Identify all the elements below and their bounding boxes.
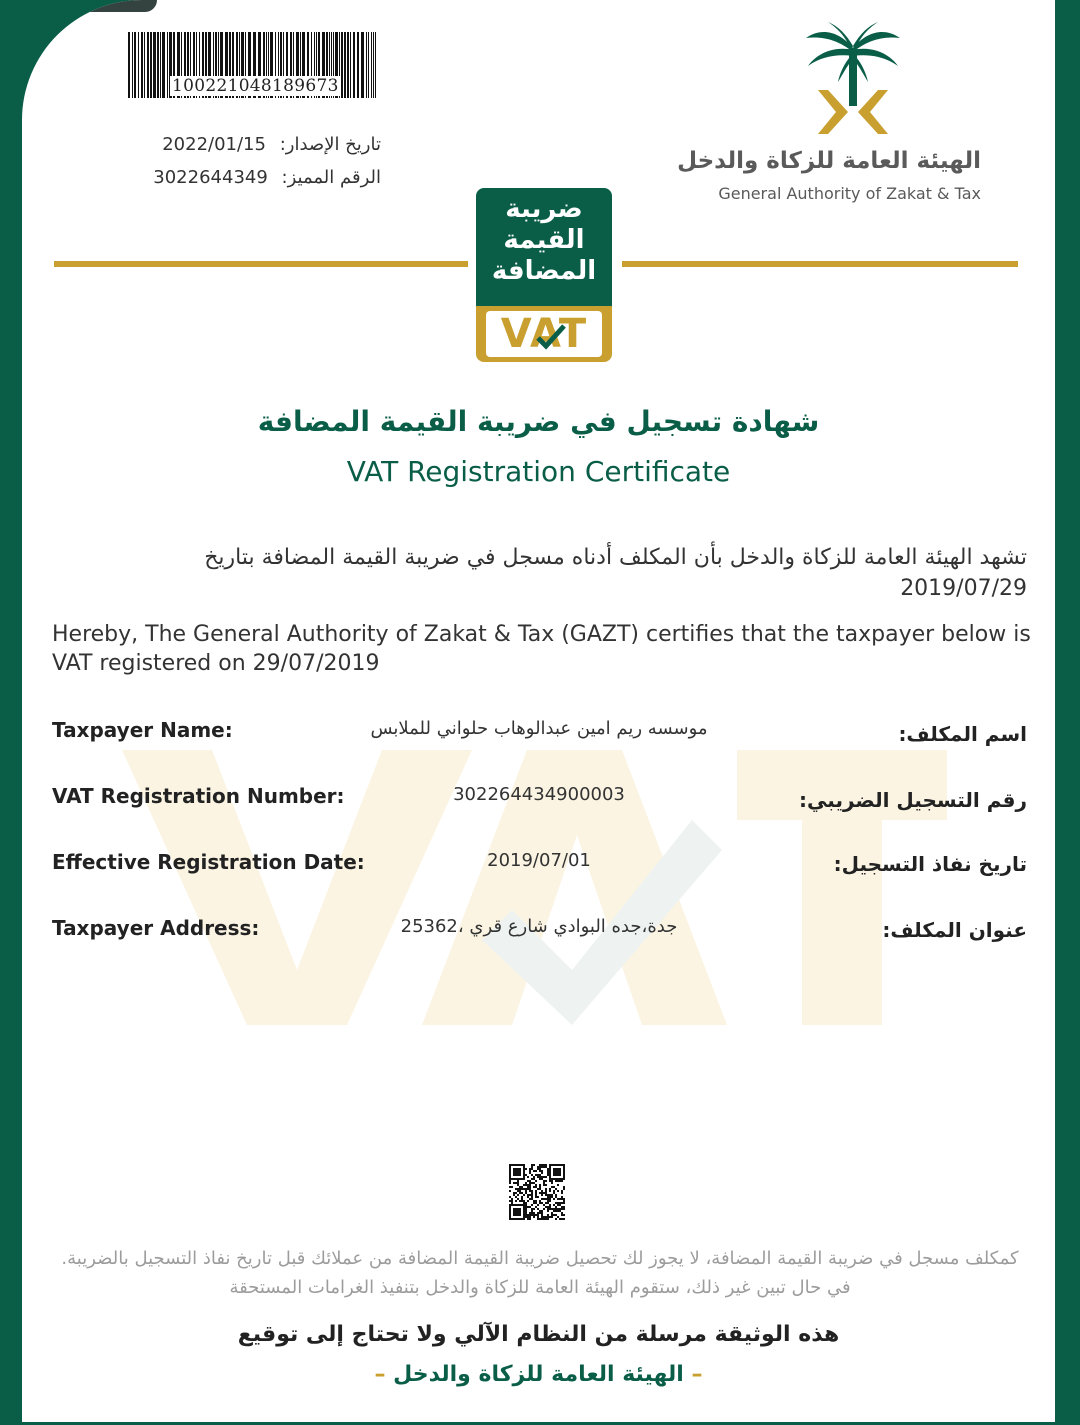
certificate-title-ar: شهادة تسجيل في ضريبة القيمة المضافة (257, 405, 820, 438)
vat-logo-badge (476, 188, 612, 362)
qr-code-icon (509, 1164, 565, 1220)
taxpayer-name-value: موسسه ريم امين عبدالوهاب حلواني للملابس (370, 718, 708, 739)
unique-number (153, 167, 381, 188)
auto-generated-notice: هذه الوثيقة مرسلة من النظام الآلي ولا تحتاج إلى توقيع (237, 1322, 840, 1347)
authority-name-en: General Authority of Zakat & Tax (718, 184, 981, 203)
taxpayer-name-label-en: Taxpayer Name: (52, 718, 233, 742)
statement-ar-text: تشهد الهيئة العامة للزكاة والدخل بأن المكلف أدناه مسجل في ضريبة القيمة المضافة بتاريخ (204, 545, 1027, 570)
certificate-title-en: VAT Registration Certificate (346, 455, 731, 488)
vat-number-value: 302264434900003 (453, 784, 625, 805)
check-mark-icon (536, 324, 566, 350)
issue-date (162, 134, 381, 155)
effective-date-label-ar: تاريخ نفاذ التسجيل: (833, 852, 1027, 876)
unique-number-value: 3022644349 (153, 167, 268, 188)
footer-note: كمكلف مسجل في ضريبة القيمة المضافة، لا يجوز لك تحصيل ضريبة القيمة المضافة من عملائك قبل تاريخ نفاذ التسجيل بالضريبة. في حال تبين غير ذلك، ستقوم الهيئة العامة للزكاة والدخل بتنفيذ الغرامات المستحقة (61, 1248, 1019, 1298)
vat-badge-line2: القيمة (503, 225, 585, 255)
taxpayer-address-label-en: Taxpayer Address: (52, 916, 260, 940)
taxpayer-address-label-ar: عنوان المكلف: (882, 918, 1027, 942)
gold-divider-right (622, 261, 1018, 267)
signature-authority: الهيئة العامة للزكاة والدخل (393, 1362, 684, 1387)
statement-ar (127, 542, 1027, 604)
effective-date-value: 2019/07/01 (487, 850, 591, 871)
statement-en: Hereby, The General Authority of Zakat & Tax (GAZT) certifies that the taxpayer below is VAT registered on 29/07/2019 (52, 622, 1031, 676)
effective-date-label-en: Effective Registration Date: (52, 850, 365, 874)
authority-name-ar: الهيئة العامة للزكاة والدخل (677, 148, 981, 174)
issue-date-value: 2022/01/15 (162, 134, 266, 155)
corner-shade (22, 0, 157, 12)
certificate-page (22, 0, 1055, 1422)
gold-divider-left (54, 261, 468, 267)
zakat-authority-logo-icon (798, 20, 908, 138)
vat-number-label-en: VAT Registration Number: (52, 784, 345, 808)
signature-dash-left: – (374, 1362, 386, 1387)
statement-ar-date: 2019/07/29 (900, 576, 1027, 601)
vat-badge-line3: المضافة (491, 256, 597, 286)
barcode-number: 100221048189673 (172, 76, 339, 96)
vat-badge-text: VAT (486, 311, 602, 357)
vat-badge-line1: ضريبة (505, 194, 583, 224)
signature-dash-right: – (691, 1362, 703, 1387)
signature-line (22, 1362, 1055, 1387)
unique-number-label: الرقم المميز: (281, 167, 381, 188)
vat-number-label-ar: رقم التسجيل الضريبي: (799, 788, 1027, 812)
taxpayer-name-label-ar: اسم المكلف: (898, 722, 1027, 746)
issue-date-label: تاريخ الإصدار: (279, 134, 381, 155)
taxpayer-address-value: جدة،جده البوادي شارع قري ،25362 (400, 916, 678, 937)
vat-badge-arabic (476, 188, 612, 306)
